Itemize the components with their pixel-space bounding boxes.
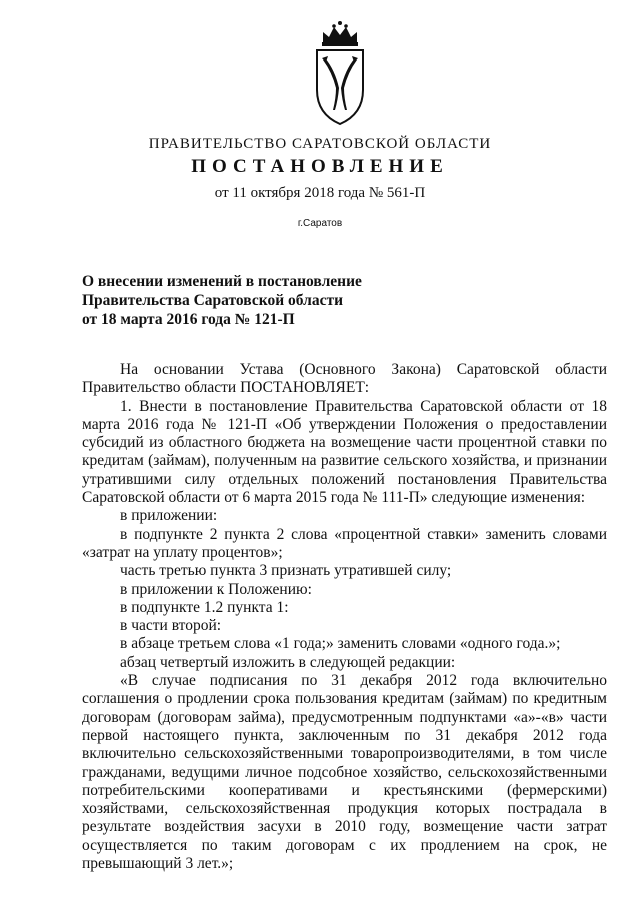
body-paragraph: На основании Устава (Основного Закона) Саратовской области Правительство области ПОСТАНОВЛЯЕТ: (82, 361, 607, 397)
document-body (82, 361, 607, 873)
saratov-coat-of-arms-icon (305, 18, 375, 128)
document-date-number: от 11 октября 2018 года № 561-П (214, 185, 426, 201)
body-paragraph: 1. Внести в постановление Правительства Саратовской области от 18 марта 2016 года № 121-П «Об утверждении Положения о предоставлении субсидий из областного бюджета на возмещение части процентной ставки по кредитам (займам), полученным на развитие сельского хозяйства, и признании утратившими силу отдельных положений постановления Правительства Саратовской области от 6 марта 2015 года № 111-П» следующие изменения: (82, 397, 607, 507)
body-paragraph: «В случае подписания по 31 декабря 2012 года включительно соглашения о продлении срока пользования кредитам (займам) по кредитным договорам (договорам займа), предусмотренным подпунктами «а»-«в» части первой настоящего пункта, заключенным по 31 декабря 2012 года включительно сельскохозяйственными товаропроизводителями, в том числе гражданами, ведущими личное подсобное хозяйство, сельскохозяйственными потребительскими кооперативами и крестьянскими (фермерскими) хозяйствами, сельскохозяйственная продукция которых пострадала в результате воздействия засухи в 2010 году, возмещение части затрат осуществляется по таким договорам с их продлением на срок, не превышающий 3 лет.»; (82, 672, 607, 873)
subject-line: от 18 марта 2016 года № 121-П (82, 311, 295, 328)
subject-line: Правительства Саратовской области (82, 292, 343, 309)
body-paragraph: в части второй: (120, 617, 222, 635)
body-paragraph: в подпункте 2 пункта 2 слова «процентной ставки» заменить словами «затрат на уплату процентов»; (82, 525, 607, 561)
body-paragraph: часть третью пункта 3 признать утратившей силу; (120, 562, 452, 580)
body-paragraph: в приложении к Положению: (120, 580, 312, 598)
subject-line: О внесении изменений в постановление (82, 273, 362, 290)
body-paragraph: в подпункте 1.2 пункта 1: (120, 598, 289, 616)
body-paragraph: абзац четвертый изложить в следующей редакции: (120, 653, 456, 671)
document-city: г.Саратов (297, 218, 343, 229)
government-heading: ПРАВИТЕЛЬСТВО САРАТОВСКОЙ ОБЛАСТИ (148, 136, 492, 152)
body-paragraph: в абзаце третьем слова «1 года;» заменить словами «одного года.»; (120, 635, 561, 653)
document-subject (82, 272, 502, 329)
body-paragraph: в приложении: (120, 507, 218, 525)
document-type-title: ПОСТАНОВЛЕНИЕ (191, 156, 449, 177)
